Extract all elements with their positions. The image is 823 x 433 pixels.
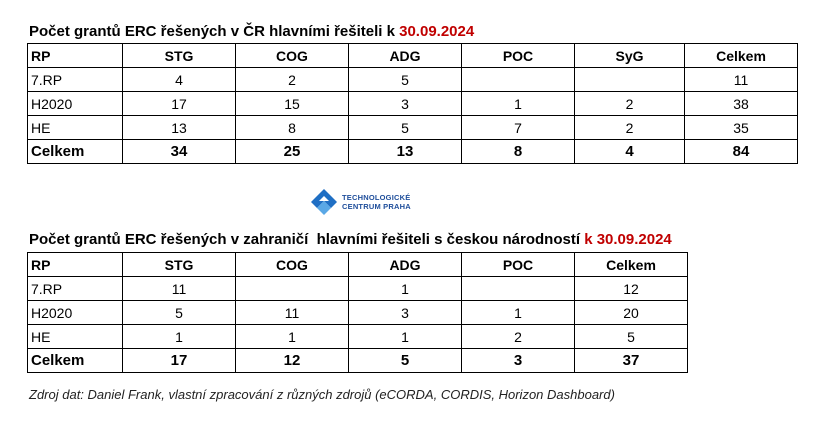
total-cell: 17: [123, 349, 236, 373]
source-note: Zdroj dat: Daniel Frank, vlastní zpracování z různých zdrojů (eCORDA, CORDIS, Horizon Dashboard): [29, 387, 615, 402]
table-cell: 5: [349, 68, 462, 92]
table-cell: 12: [575, 277, 688, 301]
table-cell: 17: [123, 92, 236, 116]
table-cell: 7: [462, 116, 575, 140]
table-row: [28, 277, 688, 301]
header-celkem: Celkem: [575, 253, 688, 277]
table-total-row: [28, 140, 798, 164]
table-cell: 20: [575, 301, 688, 325]
table-cell: 15: [236, 92, 349, 116]
table2-title: [29, 231, 672, 249]
table1-title-text: Počet grantů ERC řešených v ČR hlavními řešiteli k: [29, 23, 400, 40]
table-cell: 11: [236, 301, 349, 325]
table-cell: 2: [575, 92, 685, 116]
table2-title-text: Počet grantů ERC řešených v zahraničí hlavními řešiteli s českou národností: [29, 231, 585, 248]
total-cell: 34: [123, 140, 236, 164]
header-cog: COG: [236, 44, 349, 68]
table-cell: 35: [685, 116, 798, 140]
table-cell: [575, 68, 685, 92]
table1-title-date: 30.09.2024: [399, 23, 475, 40]
table-cell: 11: [123, 277, 236, 301]
grants-abroad-table: [27, 252, 688, 373]
table-cell: 2: [575, 116, 685, 140]
table-cell: 1: [462, 301, 575, 325]
header-poc: POC: [462, 44, 575, 68]
table-cell: 5: [123, 301, 236, 325]
table2-title-date: k 30.09.2024: [584, 231, 672, 248]
table-row: [28, 116, 798, 140]
total-cell: 4: [575, 140, 685, 164]
total-cell: 37: [575, 349, 688, 373]
table-total-row: [28, 349, 688, 373]
table-cell: 2: [462, 325, 575, 349]
total-cell: 13: [349, 140, 462, 164]
table-header-row: [28, 44, 798, 68]
table-cell: 3: [349, 92, 462, 116]
total-cell: 3: [462, 349, 575, 373]
table-cell: 1: [123, 325, 236, 349]
table-cell: 1: [349, 277, 462, 301]
total-label: Celkem: [28, 140, 123, 164]
header-stg: STG: [123, 44, 236, 68]
table-cell: 2: [236, 68, 349, 92]
table-cell: 1: [349, 325, 462, 349]
header-rp: RP: [28, 253, 123, 277]
total-cell: 5: [349, 349, 462, 373]
table-cell: 5: [349, 116, 462, 140]
total-cell: 84: [685, 140, 798, 164]
tc-praha-logo: [310, 188, 411, 216]
logo-line1: TECHNOLOGICKÉ: [342, 193, 411, 202]
table-cell: 3: [349, 301, 462, 325]
grants-czech-table: [27, 43, 798, 164]
table-cell: H2020: [28, 92, 123, 116]
header-rp: RP: [28, 44, 123, 68]
table-row: [28, 301, 688, 325]
table-cell: 4: [123, 68, 236, 92]
table-cell: H2020: [28, 301, 123, 325]
table-header-row: [28, 253, 688, 277]
table-cell: 11: [685, 68, 798, 92]
table-cell: HE: [28, 325, 123, 349]
logo-line2: CENTRUM PRAHA: [342, 202, 411, 211]
total-cell: 12: [236, 349, 349, 373]
table-cell: HE: [28, 116, 123, 140]
total-cell: 25: [236, 140, 349, 164]
tc-praha-logo-icon: [310, 188, 338, 216]
table-cell: 13: [123, 116, 236, 140]
header-cog: COG: [236, 253, 349, 277]
table-cell: 7.RP: [28, 68, 123, 92]
table-cell: [462, 68, 575, 92]
table-cell: 7.RP: [28, 277, 123, 301]
header-adg: ADG: [349, 253, 462, 277]
table1-title: [29, 23, 474, 41]
header-syg: SyG: [575, 44, 685, 68]
table-cell: 5: [575, 325, 688, 349]
table-cell: 1: [236, 325, 349, 349]
logo-text: [342, 193, 411, 211]
table-cell: 38: [685, 92, 798, 116]
table-cell: [236, 277, 349, 301]
table-cell: 1: [462, 92, 575, 116]
table-cell: 8: [236, 116, 349, 140]
table-row: [28, 68, 798, 92]
header-stg: STG: [123, 253, 236, 277]
header-adg: ADG: [349, 44, 462, 68]
total-label: Celkem: [28, 349, 123, 373]
header-celkem: Celkem: [685, 44, 798, 68]
table-row: [28, 325, 688, 349]
total-cell: 8: [462, 140, 575, 164]
header-poc: POC: [462, 253, 575, 277]
table-cell: [462, 277, 575, 301]
table-row: [28, 92, 798, 116]
